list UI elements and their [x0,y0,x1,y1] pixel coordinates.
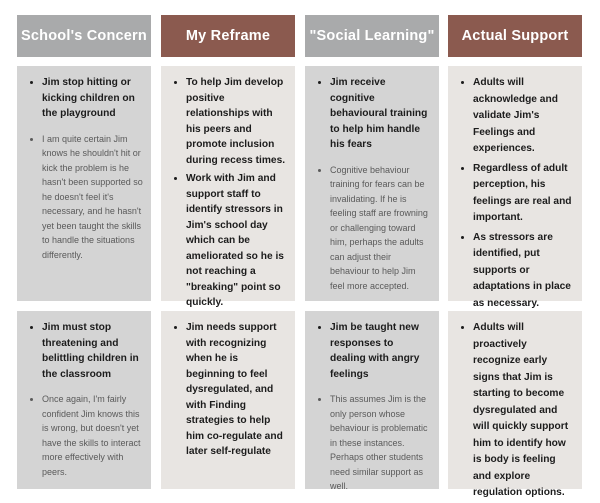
row2-support-item: • Adults will proactively recognize early signs that Jim is starting to become dysregulated and will quickly support him to identify how is body is feeling and explore regulation options. [473,320,574,502]
row1-support-item: • As stressors are identified, put supports or adaptations in place as necessary. [473,230,574,313]
row2-social-note: • This assumes Jim is the only person whose behaviour is problematic in these instances. Perhaps other students need similar support as well. [330,392,431,494]
header-actual-support: Actual Support [448,15,582,57]
row2-concern-note: • Once again, I'm fairly confident Jim knows this is wrong, but doesn't yet have the skills to interact more effectively with peers. [42,392,143,479]
row1-social-point: • Jim receive cognitive behavioural training to help him handle his fears [330,75,431,153]
row2-social-point: • Jim be taught new responses to dealing with angry feelings [330,320,431,382]
row1-social-note: • Cognitive behaviour training for fears can be invalidating. If he is feeling staff are frowning or challenging toward him, perhaps the adults can adjust their behaviour to help Jim feel more accepted. [330,163,431,294]
header-my-reframe: My Reframe [161,15,295,57]
row1-reframe-item: • To help Jim develop positive relationships with his peers and promote inclusion during recess times. [186,75,287,168]
row2-concern-cell [17,311,151,489]
row2-reframe-item: • Jim needs support with recognizing when he is beginning to feel dysregulated, and with Finding strategies to help him co-regulate and later self-regulate [186,320,287,460]
row1-reframe-cell [161,66,295,308]
row1-concern-point: • Jim stop hitting or kicking children on the playground [42,75,143,122]
header-schools-concern: School's Concern [17,15,151,57]
row2-social-learning-cell [305,311,439,489]
row1-reframe-item: • Work with Jim and support staff to identify stressors in Jim's school day which can be ameliorated so he is not reaching a "breaking" point so quickly. [186,171,287,311]
row1-support-item: • Adults will acknowledge and validate Jim's Feelings and experiences. [473,75,574,158]
row1-concern-note: • I am quite certain Jim knows he shouldn't hit or kick the problem is he hasn't been supported so he doesn't feel it's necessary, and he hasn't yet been taught the skills to handle the situations differently. [42,132,143,263]
row1-concern-cell [17,66,151,301]
row1-support-item: • Regardless of adult perception, his feelings are real and important. [473,161,574,227]
row2-concern-point: • Jim must stop threatening and belittling children in the classroom [42,320,143,382]
row1-support-cell [448,66,582,309]
row1-social-learning-cell [305,66,439,301]
row2-reframe-cell [161,311,295,489]
header-social-learning: "Social Learning" [305,15,439,57]
row2-support-cell [448,311,582,498]
